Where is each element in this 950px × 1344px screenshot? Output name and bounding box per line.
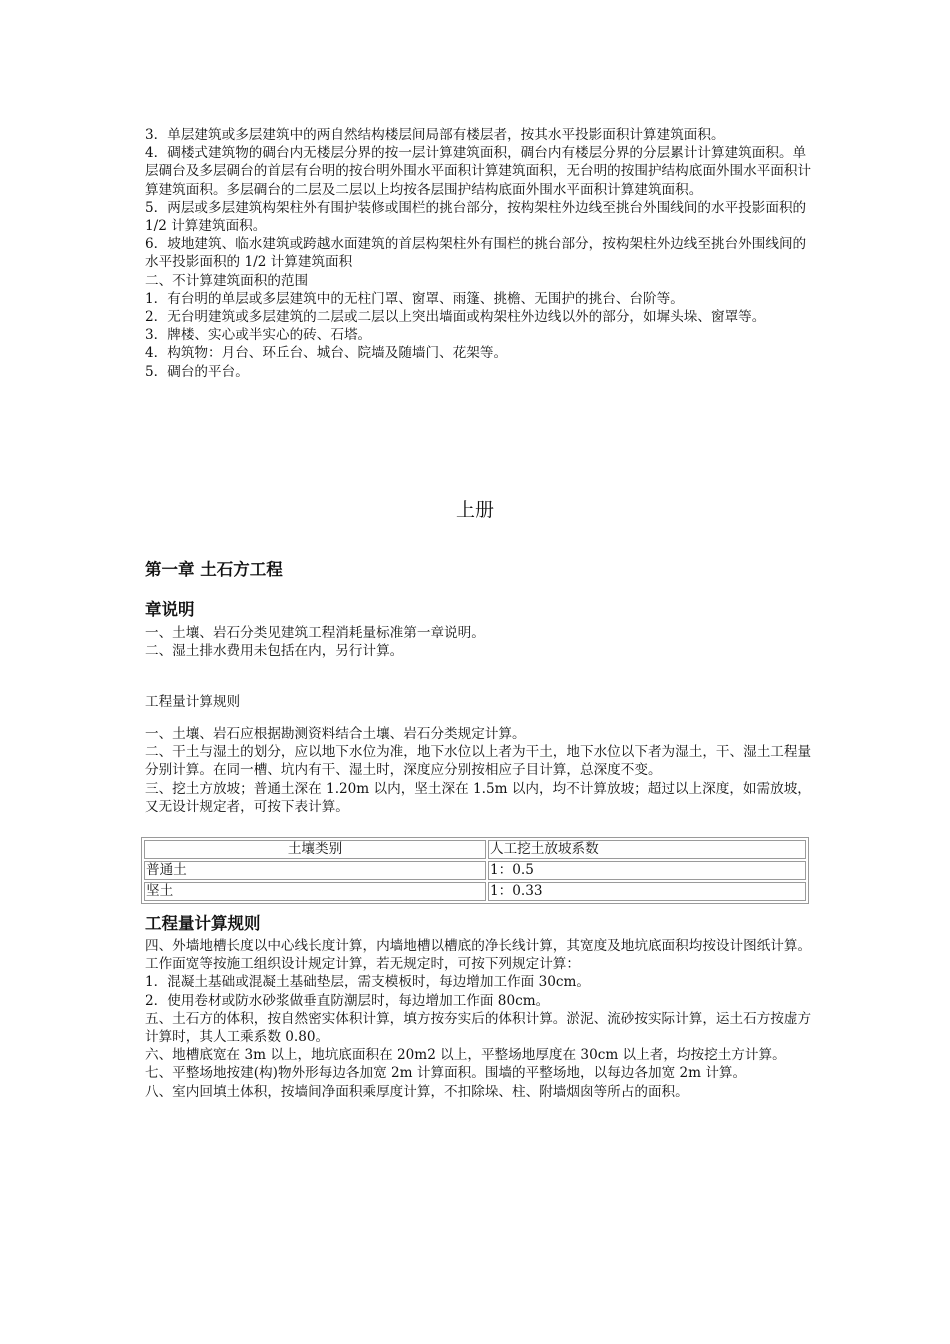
section-title: 章说明 [145,600,195,619]
paragraph: 二、不计算建筑面积的范围 [145,272,309,289]
paragraph: 二、干土与湿土的划分，应以地下水位为准，地下水位以上者为干土，地下水位以下者为湿土，干、湿土工程量分别计算。在同一槽、坑内有干、湿土时，深度应分别按相应子目计算，总深度不变。 [145,744,812,779]
paragraph: 1．混凝土基础或混凝土基础垫层，需支模板时，每边增加工作面 30cm。 [145,974,590,991]
paragraph-block-rules-continued [145,937,813,1101]
paragraph: 七、平整场地按建(构)物外形每边各加宽 2m 计算面积。围墙的平整场地，以每边各加宽 2m 计算。 [145,1065,747,1082]
paragraph-block-rules [145,725,813,816]
table-row [144,861,806,880]
table-cell: 普通土 [144,861,486,880]
paragraph: 三、挖土方放坡；普通土深在 1.20m 以内，坚土深在 1.5m 以内，均不计算放坡；超过以上深度，如需放坡，又无设计规定者，可按下表计算。 [145,780,811,815]
table-header-cell: 土壤类别 [144,840,486,859]
chapter-title: 第一章 土石方工程 [145,560,283,579]
table-header-cell: 人工挖土放坡系数 [488,840,806,859]
paragraph: 4．碉楼式建筑物的碉台内无楼层分界的按一层计算建筑面积，碉台内有楼层分界的分层累计计算建筑面积。单层碉台及多层碉台的首层有台明的按台明外围水平面积计算建筑面积，无台明的按围护结构底面外围水平面积计算建筑面积。多层碉台的二层及二层以上均按各层围护结构底面外围水平面积计算建筑面积。 [145,145,812,198]
paragraph: 一、土壤、岩石分类见建筑工程消耗量标准第一章说明。 [145,625,485,641]
paragraph: 5．碉台的平台。 [145,363,249,380]
paragraph: 2．使用卷材或防水砂浆做垂直防潮层时，每边增加工作面 80cm。 [145,992,550,1009]
table-row [144,882,806,901]
paragraph-block-chapter-notes [145,624,813,660]
paragraph: 5．两层或多层建筑构架柱外有围护装修或围栏的挑台部分，按构架柱外边线至挑台外围线间的水平投影面积的 1/2 计算建筑面积。 [145,199,807,235]
rules-subtitle: 工程量计算规则 [145,694,241,710]
volume-title: 上册 [455,499,494,521]
table-cell: 1：0.5 [488,861,806,880]
paragraph: 五、土石方的体积，按自然密实体积计算，填方按夯实后的体积计算。淤泥、流砂按实际计算，运土石方按虚方计算时，其人工乘系数 0.80。 [145,1010,812,1046]
paragraph: 4．构筑物：月台、环丘台、城台、院墙及随墙门、花架等。 [145,345,508,362]
paragraph: 2．无台明建筑或多层建筑的二层或二层以上突出墙面或构架柱外边线以外的部分，如墀头垛、窗罩等。 [145,309,766,326]
table-cell: 坚土 [144,882,486,901]
paragraph: 3．单层建筑或多层建筑中的两自然结构楼层间局部有楼层者，按其水平投影面积计算建筑面积。 [145,127,725,143]
slope-coefficient-table [141,837,809,904]
paragraph: 一、土壤、岩石应根据勘测资料结合土壤、岩石分类规定计算。 [145,726,526,742]
paragraph: 四、外墙地槽长度以中心线长度计算，内墙地槽以槽底的净长线计算，其宽度及地坑底面积均按设计图纸计算。工作面宽等按施工组织设计规定计算，若无规定时，可按下列规定计算： [145,938,812,973]
paragraph: 6．坡地建筑、临水建筑或跨越水面建筑的首层构架柱外有围栏的挑台部分，按构架柱外边线至挑台外围线间的水平投影面积的 1/2 计算建筑面积 [145,236,807,271]
table-cell: 1：0.33 [488,882,806,901]
table-header-row [144,840,806,859]
paragraph: 1．有台明的单层或多层建筑中的无柱门罩、窗罩、雨篷、挑檐、无围护的挑台、台阶等。 [145,290,684,307]
paragraph-block-building-area [145,126,813,381]
paragraph: 六、地槽底宽在 3m 以上，地坑底面积在 20m2 以上，平整场地厚度在 30cm 以上者，均按挖土方计算。 [145,1047,786,1064]
rules-heading: 工程量计算规则 [145,914,261,933]
paragraph: 3．牌楼、实心或半实心的砖、石塔。 [145,327,372,344]
paragraph: 二、湿土排水费用未包括在内，另行计算。 [145,643,404,660]
paragraph: 八、室内回填土体积，按墙间净面积乘厚度计算，不扣除垛、柱、附墙烟囱等所占的面积。 [145,1083,689,1100]
